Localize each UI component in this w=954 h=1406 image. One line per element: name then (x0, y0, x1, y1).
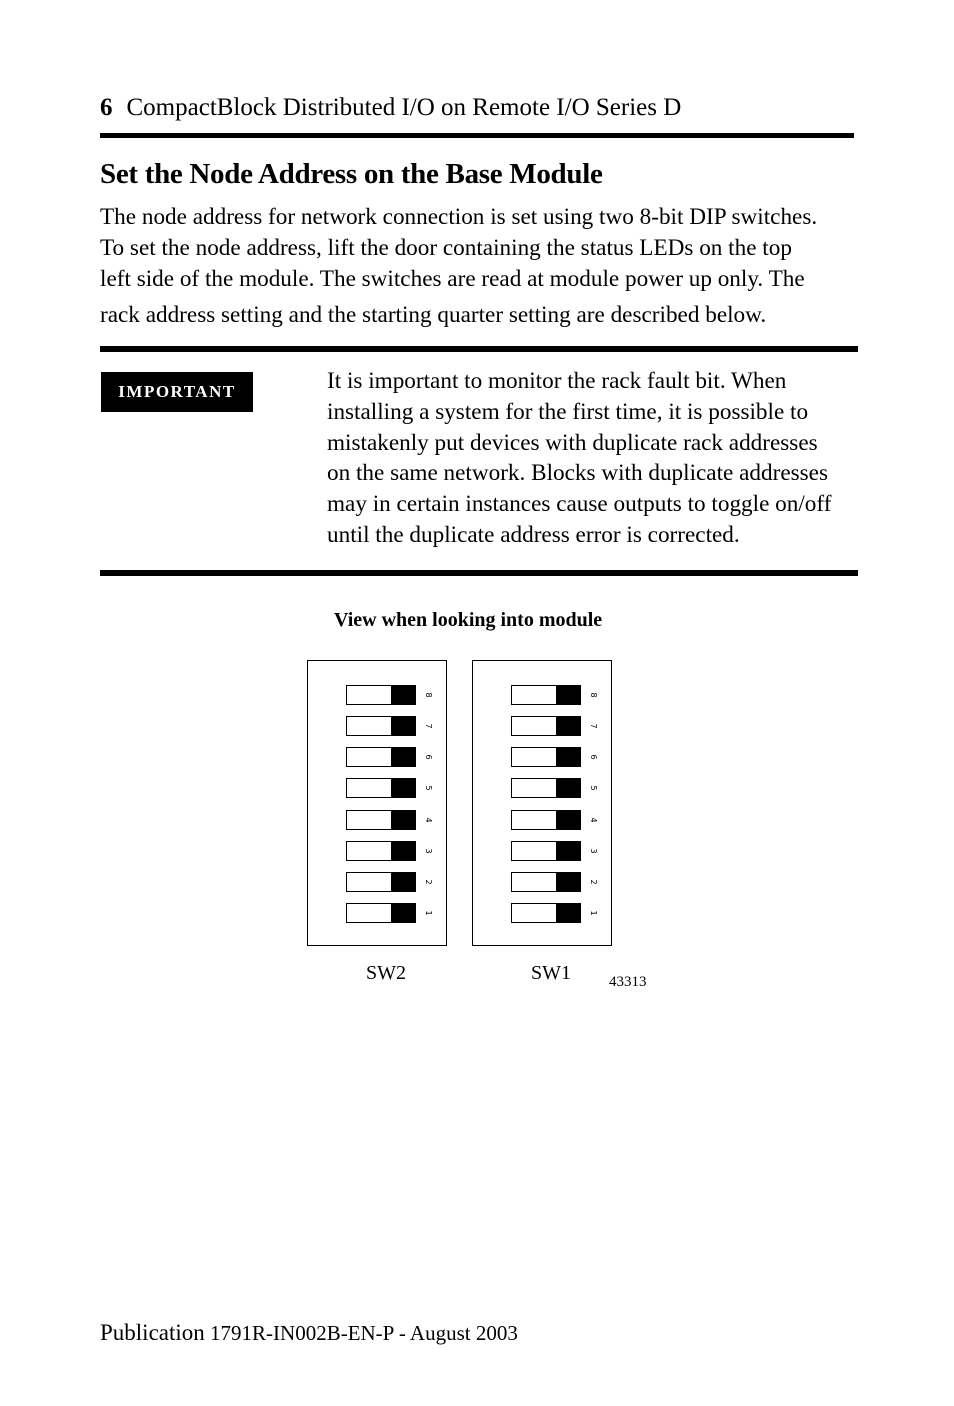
dip-switch-position-number: 5 (424, 785, 433, 791)
dip-switch-rocker (346, 747, 416, 767)
important-text (327, 366, 867, 551)
dip-switch-position-number: 8 (424, 692, 433, 698)
dip-switch-position-number: 7 (589, 723, 598, 729)
dip-switch-knob (556, 686, 580, 704)
dip-switch-position-number: 2 (424, 879, 433, 885)
dip-switch-knob (391, 842, 415, 860)
page-footer (100, 1320, 518, 1346)
dip-label-sw1: SW1 (531, 962, 571, 984)
important-line: installing a system for the first time, it is possible to (327, 398, 809, 425)
dip-switch-position-number: 3 (589, 848, 598, 854)
dip-switch-rocker (511, 903, 581, 923)
important-line: on the same network. Blocks with duplicate addresses (327, 460, 828, 487)
important-top-rule (100, 346, 858, 352)
dip-switch-rocker (511, 810, 581, 830)
important-line: mistakenly put devices with duplicate rack addresses (327, 429, 818, 456)
section-title: Set the Node Address on the Base Module (100, 158, 603, 190)
dip-switch-rocker (511, 841, 581, 861)
important-line: until the duplicate address error is corrected. (327, 521, 740, 548)
dip-switch-knob (556, 842, 580, 860)
dip-switch-position-number: 6 (589, 754, 598, 760)
figure-caption: View when looking into module (334, 609, 603, 631)
dip-switch-knob (391, 717, 415, 735)
dip-switch-position-number: 1 (424, 910, 433, 916)
important-badge: IMPORTANT (101, 372, 253, 412)
dip-switch-rocker (346, 810, 416, 830)
dip-switch-position-number: 4 (589, 817, 598, 823)
dip-switch-sw1 (472, 660, 612, 946)
dip-label-sw2: SW2 (366, 962, 406, 984)
dip-switch-knob (391, 811, 415, 829)
dip-switch-knob (391, 779, 415, 797)
important-line: may in certain instances cause outputs to toggle on/off (327, 491, 832, 518)
dip-switch-position-number: 6 (424, 754, 433, 760)
header-rule (100, 133, 854, 138)
dip-switch-sw2 (307, 660, 447, 946)
dip-switch-knob (556, 748, 580, 766)
dip-switch-position-number: 3 (424, 848, 433, 854)
page-header (100, 94, 681, 122)
dip-switch-knob (556, 717, 580, 735)
dip-switch-rocker (511, 685, 581, 705)
footer-publication-word: Publication (100, 1320, 205, 1345)
dip-switch-position-number: 5 (589, 785, 598, 791)
dip-switch-knob (556, 873, 580, 891)
dip-switch-rocker (346, 778, 416, 798)
important-line: It is important to monitor the rack fault bit. When (327, 368, 787, 394)
important-bottom-rule (100, 570, 858, 576)
dip-switch-rocker (346, 716, 416, 736)
dip-switch-knob (556, 779, 580, 797)
intro-line: left side of the module. The switches are read at module power up only. The (100, 266, 805, 292)
dip-switch-rocker (346, 685, 416, 705)
dip-switch-rocker (511, 716, 581, 736)
dip-switch-knob (556, 811, 580, 829)
intro-line: rack address setting and the starting quarter setting are described below. (100, 302, 767, 328)
dip-switch-rocker (346, 841, 416, 861)
dip-switch-rocker (511, 747, 581, 767)
dip-switch-position-number: 4 (424, 817, 433, 823)
page-number: 6 (100, 94, 113, 121)
intro-paragraph (100, 202, 860, 331)
dip-switch-knob (391, 686, 415, 704)
intro-line: To set the node address, lift the door containing the status LEDs on the top (100, 235, 792, 261)
dip-switch-rocker (346, 872, 416, 892)
dip-switch-position-number: 7 (424, 723, 433, 729)
dip-switch-knob (391, 748, 415, 766)
dip-switch-rocker (511, 872, 581, 892)
dip-switch-rocker (346, 903, 416, 923)
intro-line: The node address for network connection is set using two 8-bit DIP switches. (100, 204, 818, 230)
dip-switch-knob (391, 873, 415, 891)
dip-switch-knob (391, 904, 415, 922)
dip-switch-position-number: 2 (589, 879, 598, 885)
dip-switch-position-number: 1 (589, 910, 598, 916)
dip-switch-rocker (511, 778, 581, 798)
dip-switch-knob (556, 904, 580, 922)
running-title: CompactBlock Distributed I/O on Remote I/O Series D (126, 94, 682, 121)
dip-switch-position-number: 8 (589, 692, 598, 698)
footer-publication-id: 1791R-IN002B-EN-P - August 2003 (210, 1321, 518, 1345)
figure-number: 43313 (609, 974, 647, 990)
